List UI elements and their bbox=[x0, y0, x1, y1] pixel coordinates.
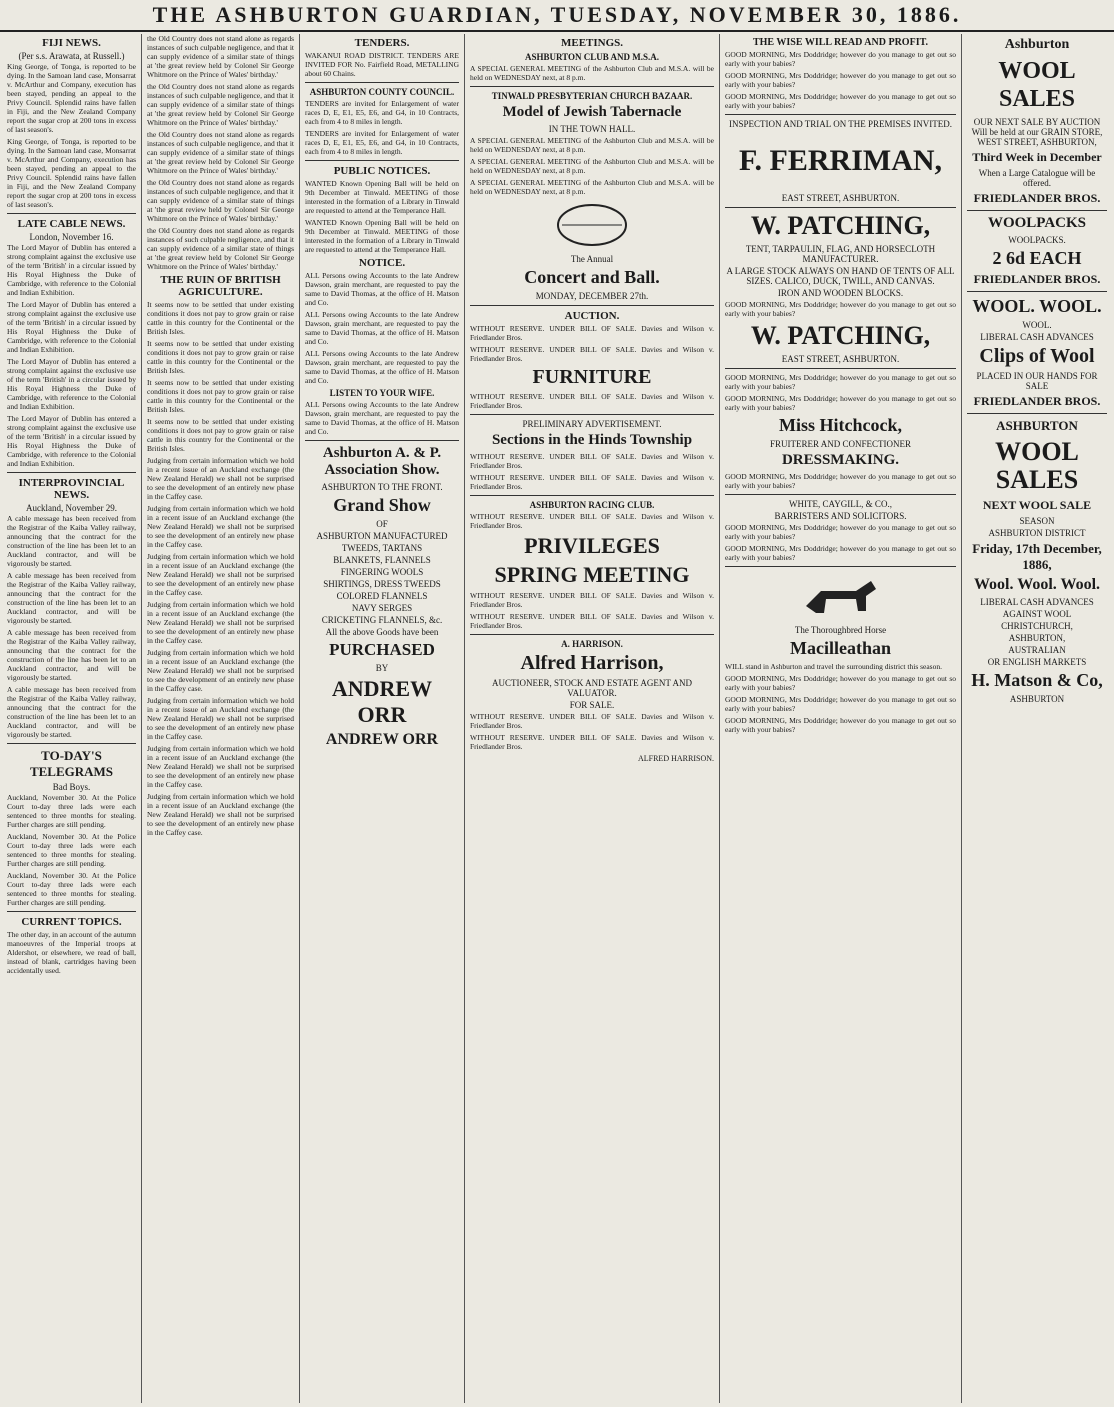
hitchcock-sub: FRUITERER AND CONFECTIONER bbox=[769, 439, 911, 449]
wise-heading: THE WISE WILL READ AND PROFIT. bbox=[752, 37, 929, 48]
privileges: PRIVILEGES bbox=[524, 533, 660, 558]
harrison-name: Alfred Harrison, bbox=[520, 652, 664, 674]
meetings-heading: MEETINGS. bbox=[560, 37, 624, 49]
cable-date: London, November 16. bbox=[29, 232, 114, 242]
agriculture-text: It seems now to be settled that under existing conditions it does not pay to grow grain or raise cattle in this country for the Continental or the British Isles. bbox=[147, 300, 294, 336]
ap-show-sub: ASHBURTON TO THE FRONT. bbox=[321, 482, 443, 492]
placed: PLACED IN OUR HANDS FOR SALE bbox=[976, 371, 1098, 391]
column-tenders bbox=[300, 34, 465, 1403]
caffey-text-3: Judging from certain information which we hold in a recent issue of an Auckland exchange (the New Zealand Herald) we shall not be surprised to see the development of an entirely new phase in the Caffey case. bbox=[147, 552, 294, 597]
wool-wool-wool: Wool. Wool. Wool. bbox=[973, 576, 1101, 593]
telegrams-text-2: Auckland, November 30. At the Police Court to-day three lads were each sentenced to three months for stealing. Further charges are still pending. bbox=[7, 832, 136, 868]
racing-text: WITHOUT RESERVE. UNDER BILL OF SALE. Davies and Wilson v. Friedlander Bros. bbox=[470, 512, 714, 530]
macilleathan-text-3: GOOD MORNING, Mrs Doddridge; however do you manage to get out so early with your babies? bbox=[725, 695, 956, 713]
harrison-heading: A. HARRISON. bbox=[561, 639, 623, 649]
agriculture-text-3: It seems now to be settled that under existing conditions it does not pay to grow grain or raise cattle in this country for the Continental or the British Isles. bbox=[147, 378, 294, 414]
friedlander-2: FRIEDLANDER BROS. bbox=[973, 272, 1101, 286]
council-heading: ASHBURTON COUNTY COUNCIL. bbox=[309, 87, 455, 97]
matson-sub: ASHBURTON bbox=[1009, 694, 1065, 704]
pills-text-2: GOOD MORNING, Mrs Doddridge; however do you manage to get out so early with your babies? bbox=[725, 394, 956, 412]
fiji-heading: FIJI NEWS. bbox=[42, 37, 101, 49]
ashburton-2: ASHBURTON bbox=[996, 418, 1078, 433]
agriculture-heading: THE RUIN OF BRITISH AGRICULTURE. bbox=[160, 274, 281, 298]
friedlander-1: FRIEDLANDER BROS. bbox=[973, 191, 1101, 205]
purchased-by: BY bbox=[375, 663, 389, 673]
woolpacks: WOOLPACKS bbox=[987, 215, 1087, 231]
editorial-text-1d: the Old Country does not stand alone as regards instances of such culpable negligence, and that it can supply evidence of a similar state of things at 'the great review held by Colonel Sir George Whitmore on the Prince of Wales' birthday.' bbox=[147, 178, 294, 223]
interprovincial-text-4: A cable message has been received from the Registrar of the Kaiba Valley railway, announcing that the contract for the construction of the line has been let to an Auckland contractor, and will be vigorously be started. bbox=[7, 685, 136, 739]
andrew-orr: ANDREW ORR bbox=[331, 676, 433, 727]
christchurch: CHRISTCHURCH, bbox=[1001, 621, 1073, 631]
dressmaking: DRESSMAKING. bbox=[781, 452, 900, 468]
ferriman-sub: EAST STREET, ASHBURTON. bbox=[781, 193, 900, 203]
grand-of: OF bbox=[376, 519, 388, 529]
tabernacle: Model of Jewish Tabernacle bbox=[502, 104, 682, 120]
column-ads bbox=[720, 34, 962, 1403]
notice-text-3: ALL Persons owing Accounts to the late Andrew Dawson, grain merchant, are requested to pay the same to David Thomas, at the office of H. Matson and Co. bbox=[305, 349, 459, 385]
macilleathan-text: WILL stand in Ashburton and travel the surrounding district this season. bbox=[725, 662, 942, 671]
wise-text: GOOD MORNING, Mrs Doddridge; however do you manage to get out so early with your babies? bbox=[725, 50, 956, 68]
goods-2: BLANKETS, FLANNELS bbox=[333, 555, 431, 565]
caffey-text-7: Judging from certain information which we hold in a recent issue of an Auckland exchange (the New Zealand Herald) we shall not be surprised to see the development of an entirely new phase in the Caffey case. bbox=[147, 744, 294, 789]
editorial-text-1: the Old Country does not stand alone as regards instances of such culpable negligence, and that it can supply evidence of a similar state of things at 'the great review held by Colonel Sir George Whitmore on the Prince of Wales' birthday.' bbox=[147, 34, 294, 79]
topics-text: The other day, in an account of the autumn manoeuvres of the Imperial troops at Aldershot, or elsewhere, we read of ball, instead of blank, cartridges having been accidentally used. bbox=[7, 930, 136, 975]
column-news bbox=[2, 34, 142, 1403]
australian: AUSTRALIAN bbox=[1008, 645, 1066, 655]
fiji-text-2: King George, of Tonga, is reported to be dying. In the Samoan land case, Monsarrat v. McArthur and Company, execution has been stayed, pending an appeal to the Privy Council. Splendid rains have fallen in Fiji, and the New Zealand Company report the sugar crop at 200 tons in excess of last season's. bbox=[7, 137, 136, 209]
council-text: TENDERS are invited for Enlargement of water races D, E, E1, E5, E6, and G4, in 10 Contracts, each from 4 to 8 miles in length. bbox=[305, 99, 459, 126]
notices-text-2: WANTED Known Opening Ball will be held on 9th December at Tinwald. MEETING of those interested in the formation of a Library in Tinwald are requested to attend at the Temperance Hall. bbox=[305, 218, 459, 254]
club-heading: ASHBURTON CLUB AND M.S.A. bbox=[524, 52, 660, 62]
andrew-orr-bottom: ANDREW ORR bbox=[325, 731, 439, 748]
wool-wool: WOOL. WOOL. bbox=[972, 296, 1102, 316]
goods-4: SHIRTINGS, DRESS TWEEDS bbox=[323, 579, 441, 589]
telegrams-sub: Bad Boys. bbox=[52, 782, 91, 792]
harrison-text-2: WITHOUT RESERVE. UNDER BILL OF SALE. Davies and Wilson v. Friedlander Bros. bbox=[470, 733, 714, 751]
masthead-title: THE ASHBURTON GUARDIAN, TUESDAY, NOVEMBER 30, 1886. bbox=[152, 2, 962, 27]
friedlander-3: FRIEDLANDER BROS. bbox=[973, 394, 1101, 408]
third-week: Third Week in December bbox=[972, 150, 1102, 164]
goods-7: CRICKETING FLANNELS, &c. bbox=[321, 615, 443, 625]
concert-date: MONDAY, DECEMBER 27th. bbox=[535, 291, 649, 301]
tender-text: WAKANUI ROAD DISTRICT. TENDERS ARE INVITED FOR No. Fairfield Road, METALLING about 60 Chains. bbox=[305, 51, 459, 78]
caffey-text: Judging from certain information which we hold in a recent issue of an Auckland exchange (the New Zealand Herald) we shall not be surprised to see the development of an entirely new phase in the Caffey case. bbox=[147, 456, 294, 501]
patching-sub: TENT, TARPAULIN, FLAG, AND HORSECLOTH MANUFACTURER. bbox=[745, 244, 936, 264]
dressmaking-text: GOOD MORNING, Mrs Doddridge; however do you manage to get out so early with your babies? bbox=[725, 472, 956, 490]
macilleathan-sub: The Thoroughbred Horse bbox=[794, 625, 887, 635]
editorial-text-1b: the Old Country does not stand alone as regards instances of such culpable negligence, and that it can supply evidence of a similar state of things at 'the great review held by Colonel Sir George Whitmore on the Prince of Wales' birthday.' bbox=[147, 82, 294, 127]
horse-icon bbox=[796, 571, 886, 621]
telegrams-text: Auckland, November 30. At the Police Court to-day three lads were each sentenced to three months for stealing. Further charges are still pending. bbox=[7, 793, 136, 829]
patching-text: A LARGE STOCK ALWAYS ON HAND OF TENTS OF ALL SIZES. CALICO, DUCK, TWILL, AND CANVAS. bbox=[726, 266, 955, 286]
white-text: GOOD MORNING, Mrs Doddridge; however do you manage to get out so early with your babies? bbox=[725, 523, 956, 541]
notices-text: WANTED Known Opening Ball will be held on 9th December at Tinwald. MEETING of those interested in the formation of a Library in Tinwald are requested to attend at the Temperance Hall. bbox=[305, 179, 459, 215]
cable-heading: LATE CABLE NEWS. bbox=[17, 218, 126, 230]
goods-3: FINGERING WOOLS bbox=[340, 567, 424, 577]
bazaar-text-3: A SPECIAL GENERAL MEETING of the Ashburton Club and M.S.A. will be held on WEDNESDAY next, at 8 p.m. bbox=[470, 178, 714, 196]
interprovincial-date: Auckland, November 29. bbox=[26, 503, 117, 513]
editorial-text-1e: the Old Country does not stand alone as regards instances of such culpable negligence, and that it can supply evidence of a similar state of things at 'the great review held by Colonel Sir George Whitmore on the Prince of Wales' birthday.' bbox=[147, 226, 294, 271]
liberal: LIBERAL CASH ADVANCES bbox=[980, 332, 1094, 342]
racing-heading: ASHBURTON RACING CLUB. bbox=[529, 500, 655, 510]
interprovincial-text-3: A cable message has been received from the Registrar of the Kaiba Valley railway, announcing that the contract for the construction of the line has been let to an Auckland contractor, and will be vigorously be started. bbox=[7, 628, 136, 682]
next-wool-sale: NEXT WOOL SALE bbox=[982, 498, 1092, 512]
friday-date: Friday, 17th December, 1886, bbox=[972, 541, 1102, 572]
telegrams-heading: TO-DAY'S TELEGRAMS bbox=[29, 748, 114, 779]
column-wool bbox=[962, 34, 1112, 1403]
agriculture-text-4: It seems now to be settled that under existing conditions it does not pay to grow grain or raise cattle in this country for the Continental or the British Isles. bbox=[147, 417, 294, 453]
district: ASHBURTON DISTRICT bbox=[988, 528, 1086, 538]
patching-2: W. PATCHING, bbox=[750, 321, 931, 350]
liberal-2: LIBERAL CASH ADVANCES bbox=[980, 597, 1094, 607]
tenders-heading: TENDERS. bbox=[354, 37, 410, 49]
notices-heading: PUBLIC NOTICES. bbox=[333, 165, 431, 177]
notice-text-2: ALL Persons owing Accounts to the late Andrew Dawson, grain merchant, are requested to pay the same to David Thomas, at the office of H. Matson and Co. bbox=[305, 310, 459, 346]
editorial-text-1c: the Old Country does not stand alone as regards instances of such culpable negligence, and that it can supply evidence of a similar state of things at 'the great review held by Colonel Sir George Whitmore on the Prince of Wales' birthday.' bbox=[147, 130, 294, 175]
cable-text-4: The Lord Mayor of Dublin has entered a strong complaint against the exclusive use of the term 'British' in a circular issued by His Royal Highness the Duke of Cambridge, with reference to the Colonial and Indian Exhibition. bbox=[7, 414, 136, 468]
lodge-emblem-icon bbox=[552, 200, 632, 250]
bazaar-text-2: A SPECIAL GENERAL MEETING of the Ashburton Club and M.S.A. will be held on WEDNESDAY next, at 8 p.m. bbox=[470, 157, 714, 175]
goods-5: COLORED FLANNELS bbox=[336, 591, 428, 601]
interprovincial-text: A cable message has been received from the Registrar of the Kaiba Valley railway, announcing that the contract for the construction of the line has been let to an Auckland contractor, and will be vigorously be started. bbox=[7, 514, 136, 568]
macilleathan-text-2: GOOD MORNING, Mrs Doddridge; however do you manage to get out so early with your babies? bbox=[725, 674, 956, 692]
purchased: PURCHASED bbox=[329, 640, 435, 659]
purchased-pre: All the above Goods have been bbox=[325, 627, 439, 637]
wife-text: ALL Persons owing Accounts to the late Andrew Dawson, grain merchant, are requested to pay the same to David Thomas, at the office of H. Matson and Co. bbox=[305, 400, 459, 436]
column-editorial bbox=[142, 34, 300, 1403]
sections-text-2: WITHOUT RESERVE. UNDER BILL OF SALE. Davies and Wilson v. Friedlander Bros. bbox=[470, 473, 714, 491]
woolpacks-price: 2 6d EACH bbox=[992, 248, 1082, 268]
white: WHITE, CAYGILL, & CO., bbox=[789, 499, 892, 509]
white-sub: BARRISTERS AND SOLICITORS. bbox=[774, 511, 907, 521]
clips-of-wool: Clips of Wool bbox=[979, 345, 1095, 367]
goods-1: TWEEDS, TARTANS bbox=[341, 543, 423, 553]
bazaar-heading: TINWALD PRESBYTERIAN CHURCH BAZAAR. bbox=[491, 91, 693, 101]
harrison-text: WITHOUT RESERVE. UNDER BILL OF SALE. Davies and Wilson v. Friedlander Bros. bbox=[470, 712, 714, 730]
english-markets: OR ENGLISH MARKETS bbox=[987, 657, 1087, 667]
interprovincial-heading: INTERPROVINCIAL NEWS. bbox=[18, 477, 125, 501]
auction-text-2: WITHOUT RESERVE. UNDER BILL OF SALE. Davies and Wilson v. Friedlander Bros. bbox=[470, 345, 714, 363]
inspection: INSPECTION AND TRIAL ON THE PREMISES INVITED. bbox=[728, 119, 953, 129]
patching: W. PATCHING, bbox=[750, 211, 931, 240]
fiji-byline: (Per s.s. Arawata, at Russell.) bbox=[18, 51, 125, 61]
wife-heading: LISTEN TO YOUR WIFE. bbox=[329, 388, 435, 398]
auction-text: WITHOUT RESERVE. UNDER BILL OF SALE. Davies and Wilson v. Friedlander Bros. bbox=[470, 324, 714, 342]
tabernacle-sub: IN THE TOWN HALL. bbox=[548, 124, 636, 134]
caffey-text-2: Judging from certain information which we hold in a recent issue of an Auckland exchange (the New Zealand Herald) we shall not be surprised to see the development of an entirely new phase in the Caffey case. bbox=[147, 504, 294, 549]
cable-text: The Lord Mayor of Dublin has entered a strong complaint against the exclusive use of the term 'British' in a circular issued by His Royal Highness the Duke of Cambridge, with reference to the Colonial and Indian Exhibition. bbox=[7, 243, 136, 297]
furniture-text: WITHOUT RESERVE. UNDER BILL OF SALE. Davies and Wilson v. Friedlander Bros. bbox=[470, 392, 714, 410]
cable-text-2: The Lord Mayor of Dublin has entered a strong complaint against the exclusive use of the term 'British' in a circular issued by His Royal Highness the Duke of Cambridge, with reference to the Colonial and Indian Exhibition. bbox=[7, 300, 136, 354]
harrison-signature: ALFRED HARRISON. bbox=[637, 754, 714, 763]
season: SEASON bbox=[1019, 516, 1055, 526]
pills-text: GOOD MORNING, Mrs Doddridge; however do you manage to get out so early with your babies? bbox=[725, 373, 956, 391]
spring-meeting: SPRING MEETING bbox=[494, 562, 690, 587]
ferriman: F. FERRIMAN, bbox=[738, 144, 943, 177]
sections-text: WITHOUT RESERVE. UNDER BILL OF SALE. Davies and Wilson v. Friedlander Bros. bbox=[470, 452, 714, 470]
bazaar-text: A SPECIAL GENERAL MEETING of the Ashburton Club and M.S.A. will be held on WEDNESDAY next, at 8 p.m. bbox=[470, 136, 714, 154]
caffey-text-8: Judging from certain information which we hold in a recent issue of an Auckland exchange (the New Zealand Herald) we shall not be surprised to see the development of an entirely new phase in the Caffey case. bbox=[147, 792, 294, 837]
patching-iron: IRON AND WOODEN BLOCKS. bbox=[777, 288, 904, 298]
column-meetings bbox=[465, 34, 720, 1403]
cable-text-3: The Lord Mayor of Dublin has entered a strong complaint against the exclusive use of the term 'British' in a circular issued by His Royal Highness the Duke of Cambridge, with reference to the Colonial and Indian Exhibition. bbox=[7, 357, 136, 411]
macilleathan-text-4: GOOD MORNING, Mrs Doddridge; however do you manage to get out so early with your babies? bbox=[725, 716, 956, 734]
caffey-text-6: Judging from certain information which we hold in a recent issue of an Auckland exchange (the New Zealand Herald) we shall not be surprised to see the development of an entirely new phase in the Caffey case. bbox=[147, 696, 294, 741]
matson: H. Matson & Co, bbox=[971, 670, 1103, 690]
wool-sales-2: WOOL SALES bbox=[995, 437, 1079, 494]
auction-heading: AUCTION. bbox=[564, 310, 620, 322]
harrison-sub: AUCTIONEER, STOCK AND ESTATE AGENT AND VALUATOR. bbox=[492, 678, 692, 698]
ashburton-3: ASHBURTON, bbox=[1008, 633, 1066, 643]
club-text: A SPECIAL GENERAL MEETING of the Ashburton Club and M.S.A. will be held on WEDNESDAY next, at 8 p.m. bbox=[470, 64, 714, 82]
caffey-text-5: Judging from certain information which we hold in a recent issue of an Auckland exchange (the New Zealand Herald) we shall not be surprised to see the development of an entirely new phase in the Caffey case. bbox=[147, 648, 294, 693]
concert-sub: The Annual bbox=[570, 254, 614, 264]
notice-heading: NOTICE. bbox=[358, 257, 406, 269]
macilleathan: Macilleathan bbox=[790, 638, 891, 658]
woolpacks-2: WOOLPACKS. bbox=[1008, 235, 1066, 245]
concert-title: Concert and Ball. bbox=[524, 267, 660, 287]
wool-town: Ashburton bbox=[1004, 37, 1070, 52]
prelim: PRELIMINARY ADVERTISEMENT. bbox=[522, 419, 662, 429]
patching-body: GOOD MORNING, Mrs Doddridge; however do you manage to get out so early with your babies? bbox=[725, 300, 956, 318]
harrison-forsale: FOR SALE. bbox=[569, 700, 615, 710]
wool-sales: WOOL SALES bbox=[998, 58, 1076, 112]
white-text-2: GOOD MORNING, Mrs Doddridge; however do you manage to get out so early with your babies? bbox=[725, 544, 956, 562]
wool-single: WOOL. bbox=[1022, 320, 1052, 330]
catalogue: When a Large Catalogue will be offered. bbox=[978, 168, 1096, 188]
racing-text-3: WITHOUT RESERVE. UNDER BILL OF SALE. Davies and Wilson v. Friedlander Bros. bbox=[470, 612, 714, 630]
topics-heading: CURRENT TOPICS. bbox=[21, 916, 122, 928]
goods-6: NAVY SERGES bbox=[351, 603, 413, 613]
agriculture-text-2: It seems now to be settled that under existing conditions it does not pay to grow grain or raise cattle in this country for the Continental or the British Isles. bbox=[147, 339, 294, 375]
sections-title: Sections in the Hinds Township bbox=[491, 432, 693, 448]
notice-text: ALL Persons owing Accounts to the late Andrew Dawson, grain merchant, are requested to pay the same to David Thomas, at the office of H. Matson and Co. bbox=[305, 271, 459, 307]
wise-text-3: GOOD MORNING, Mrs Doddridge; however do you manage to get out so early with your babies? bbox=[725, 92, 956, 110]
interprovincial-text-2: A cable message has been received from the Registrar of the Kaiba Valley railway, announcing that the contract for the construction of the line has been let to an Auckland contractor, and will be vigorously be started. bbox=[7, 571, 136, 625]
wise-text-2: GOOD MORNING, Mrs Doddridge; however do you manage to get out so early with your babies? bbox=[725, 71, 956, 89]
fiji-text: King George, of Tonga, is reported to be dying. In the Samoan land case, Monsarrat v. McArthur and Company, execution has been stayed, pending an appeal to the Privy Council. Splendid rains have fallen in Fiji, and the New Zealand Company report the sugar crop at 200 tons in excess of last season's. bbox=[7, 62, 136, 134]
against-wool: AGAINST WOOL bbox=[1002, 609, 1072, 619]
patching-2-sub: EAST STREET, ASHBURTON. bbox=[781, 354, 900, 364]
grand-show: Grand Show bbox=[333, 495, 431, 515]
racing-text-2: WITHOUT RESERVE. UNDER BILL OF SALE. Davies and Wilson v. Friedlander Bros. bbox=[470, 591, 714, 609]
manufactured: ASHBURTON MANUFACTURED bbox=[316, 531, 448, 541]
telegrams-text-3: Auckland, November 30. At the Police Court to-day three lads were each sentenced to three months for stealing. Further charges are still pending. bbox=[7, 871, 136, 907]
ap-show-heading: Ashburton A. & P. Association Show. bbox=[322, 445, 442, 478]
caffey-text-4: Judging from certain information which we hold in a recent issue of an Auckland exchange (the New Zealand Herald) we shall not be surprised to see the development of an entirely new phase in the Caffey case. bbox=[147, 600, 294, 645]
masthead bbox=[0, 0, 1114, 32]
furniture-title: FURNITURE bbox=[532, 366, 652, 388]
wool-text: OUR NEXT SALE BY AUCTION Will be held at our GRAIN STORE, WEST STREET, ASHBURTON, bbox=[971, 117, 1103, 147]
hitchcock: Miss Hitchcock, bbox=[779, 415, 902, 435]
council-text-2: TENDERS are invited for Enlargement of water races D, E, E1, E5, E6, and G4, in 10 Contracts, each from 4 to 8 miles in length. bbox=[305, 129, 459, 156]
